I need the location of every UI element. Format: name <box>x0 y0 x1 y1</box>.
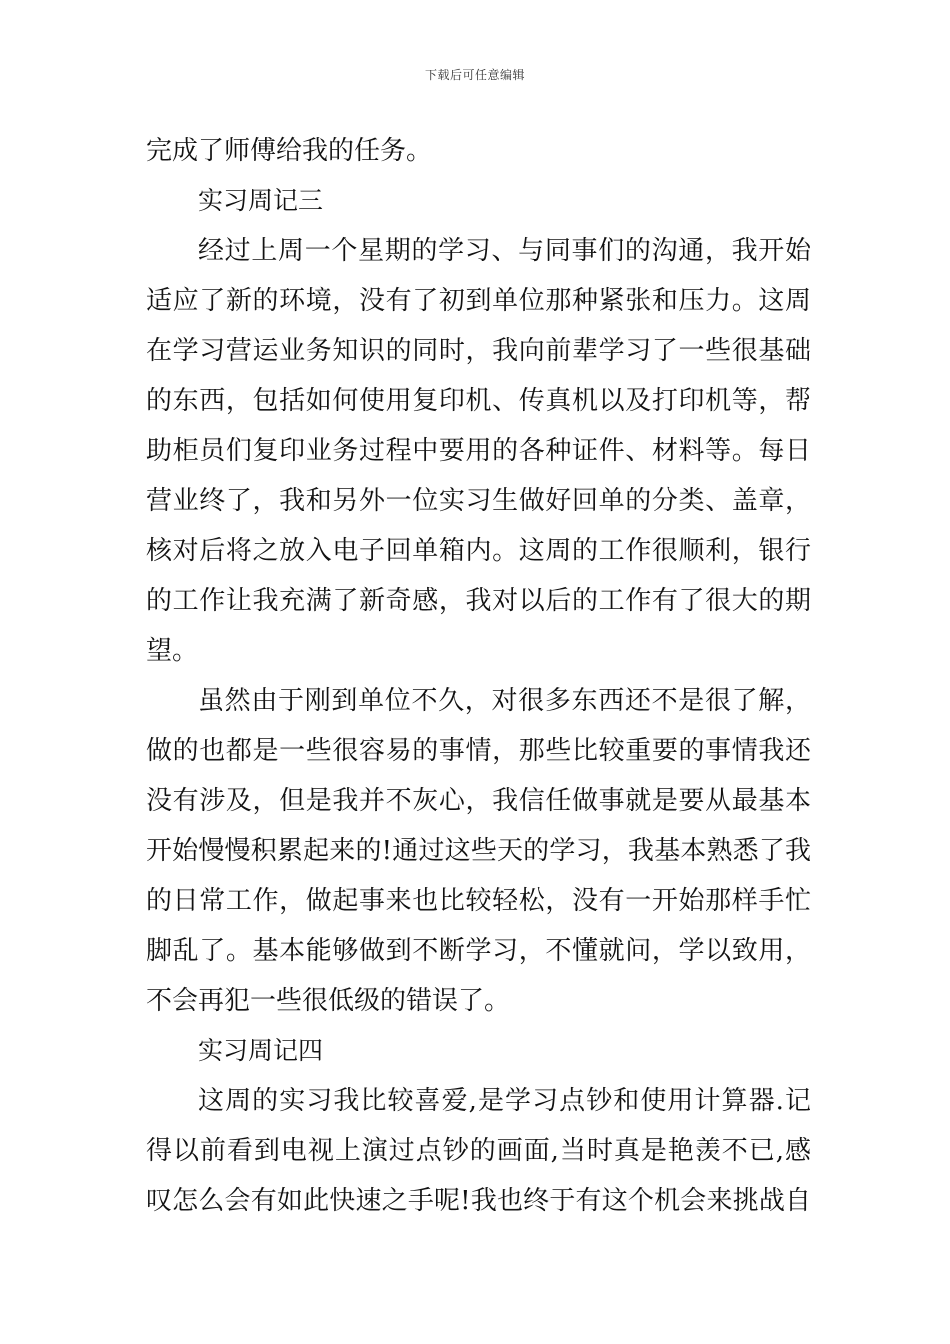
paragraph-line: 经过上周一个星期的学习、与同事们的沟通，我开始 <box>198 236 811 266</box>
paragraph-line: 不会再犯一些很低级的错误了。 <box>146 986 511 1016</box>
paragraph-line: 没有涉及，但是我并不灰心，我信任做事就是要从最基本 <box>146 786 811 816</box>
paragraph-line: 助柜员们复印业务过程中要用的各种证件、材料等。每日 <box>146 436 811 466</box>
paragraph-line: 营业终了，我和另外一位实习生做好回单的分类、盖章， <box>146 486 811 516</box>
paragraph-line: 完成了师傅给我的任务。 <box>146 136 433 166</box>
paragraph-line: 叹怎么会有如此快速之手呢!我也终于有这个机会来挑战自 <box>146 1186 811 1216</box>
paragraph-line: 核对后将之放入电子回单箱内。这周的工作很顺利，银行 <box>146 536 811 566</box>
paragraph <box>146 676 811 1026</box>
paragraph-line: 在学习营运业务知识的同时，我向前辈学习了一些很基础 <box>146 336 811 366</box>
section-heading: 实习周记三 <box>198 186 324 215</box>
section-heading: 实习周记四 <box>198 1036 324 1065</box>
paragraph-line: 适应了新的环境，没有了初到单位那种紧张和压力。这周 <box>146 286 811 316</box>
paragraph <box>146 226 811 676</box>
paragraph-line: 虽然由于刚到单位不久，对很多东西还不是很了解， <box>198 686 811 716</box>
document-body <box>146 126 811 1226</box>
paragraph-line: 做的也都是一些很容易的事情，那些比较重要的事情我还 <box>146 736 811 766</box>
paragraph-line: 开始慢慢积累起来的!通过这些天的学习，我基本熟悉了我 <box>146 836 811 866</box>
paragraph-line: 得以前看到电视上演过点钞的画面,当时真是艳羡不已,感 <box>146 1136 811 1166</box>
paragraph-line: 的工作让我充满了新奇感，我对以后的工作有了很大的期 <box>146 586 811 616</box>
paragraph-line: 的日常工作，做起事来也比较轻松，没有一开始那样手忙 <box>146 886 811 916</box>
paragraph <box>146 1076 811 1226</box>
page-header: 下载后可任意编辑 <box>424 68 525 82</box>
paragraph-line: 的东西，包括如何使用复印机、传真机以及打印机等，帮 <box>146 386 811 416</box>
paragraph-line: 脚乱了。基本能够做到不断学习，不懂就问，学以致用， <box>146 936 811 966</box>
paragraph-line: 这周的实习我比较喜爱,是学习点钞和使用计算器.记 <box>198 1086 811 1116</box>
paragraph-line: 望。 <box>146 636 199 666</box>
